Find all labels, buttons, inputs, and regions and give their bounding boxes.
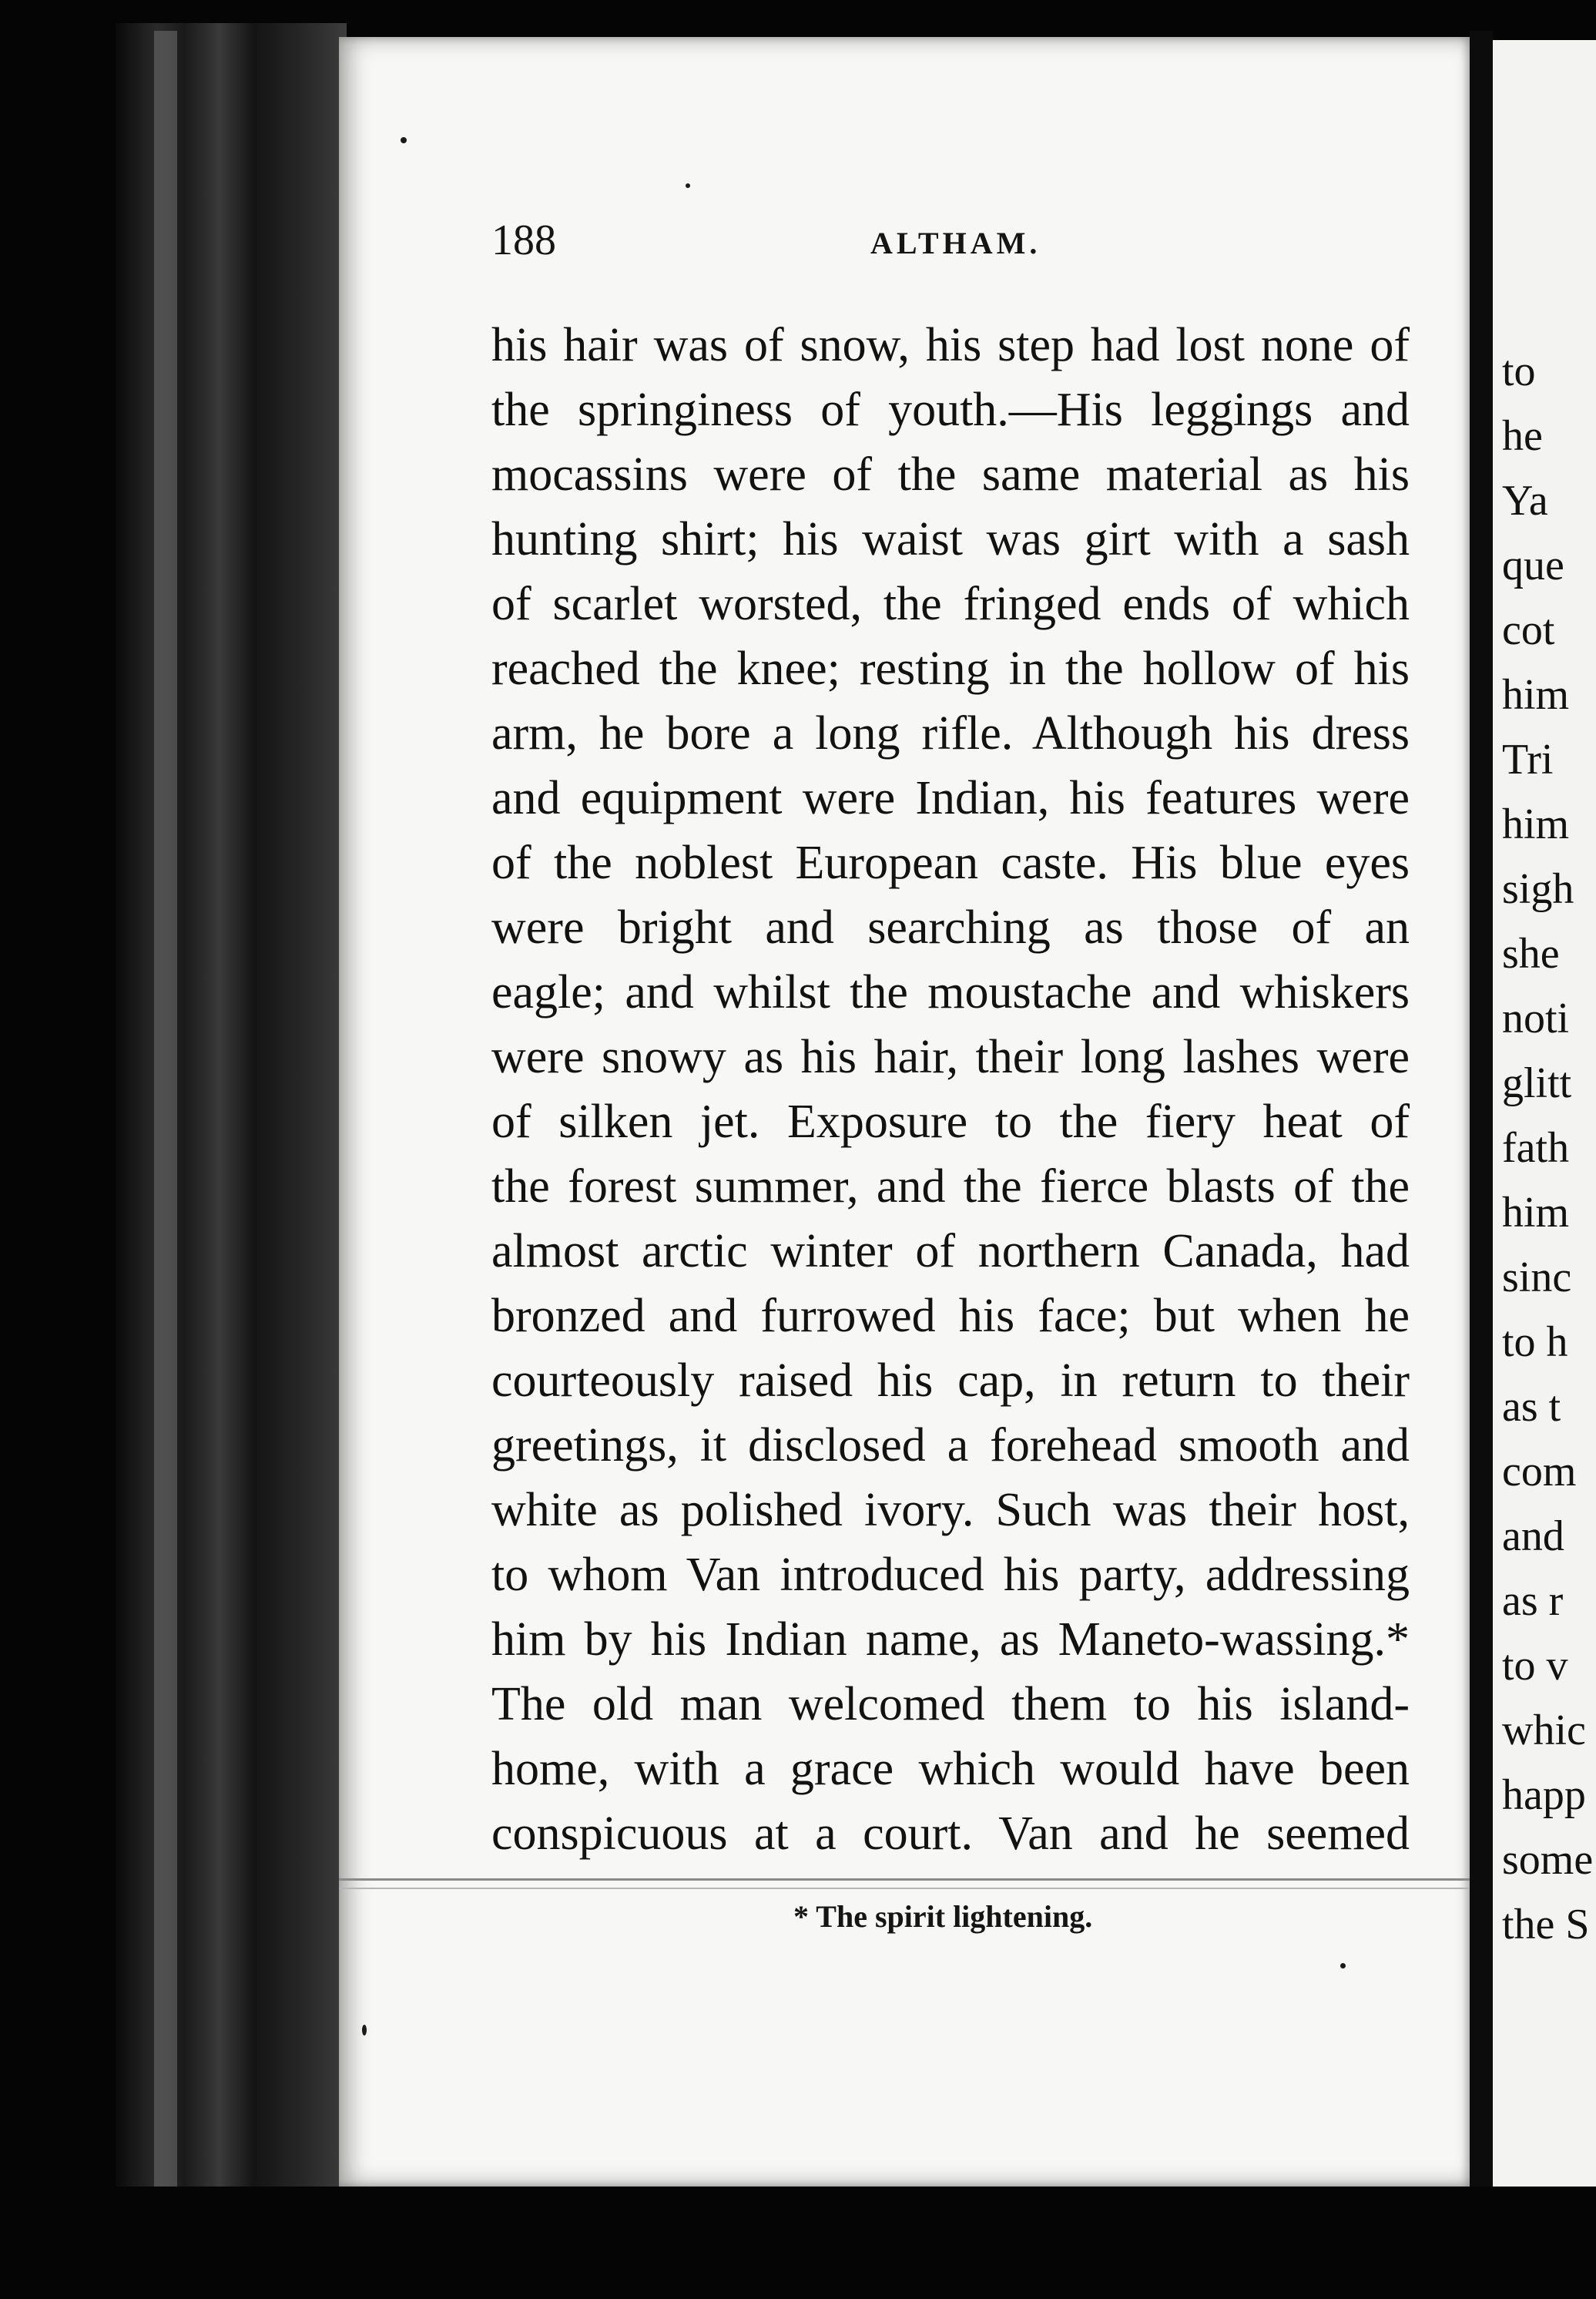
text-line: were snowy as his hair, their long lashes were	[491, 1031, 1410, 1083]
text-line: Ya	[1502, 477, 1548, 525]
text-line: to v	[1502, 1642, 1568, 1690]
text-line: hunting shirt; his waist was girt with a sash	[491, 513, 1410, 566]
text-line: home, with a grace which would have been	[491, 1743, 1410, 1795]
text-line: and equipment were Indian, his features were	[491, 772, 1410, 824]
scan-speck	[362, 2025, 367, 2036]
text-line: bronzed and furrowed his face; but when he	[491, 1290, 1410, 1342]
text-line: noti	[1502, 995, 1570, 1042]
text-line: to whom Van introduced his party, addressing	[491, 1549, 1410, 1601]
text-line: as t	[1502, 1383, 1561, 1431]
text-line: he	[1502, 412, 1543, 460]
page-edge-strip	[154, 31, 177, 2203]
text-line: his hair was of snow, his step had lost none of	[491, 319, 1410, 371]
book-page	[339, 37, 1470, 2187]
text-line: mocassins were of the same material as his	[491, 448, 1410, 501]
text-line: and	[1502, 1512, 1564, 1560]
text-line: reached the knee; resting in the hollow of his	[491, 643, 1410, 695]
footnote-rule-secondary	[339, 1888, 1470, 1889]
text-line: white as polished ivory. Such was their host,	[491, 1484, 1410, 1536]
text-line: to h	[1502, 1318, 1568, 1366]
text-line: him	[1502, 671, 1570, 719]
text-line: him	[1502, 800, 1570, 848]
text-line: greetings, it disclosed a forehead smooth and	[491, 1419, 1410, 1472]
text-line: que	[1502, 542, 1564, 589]
scan-speck	[1340, 1963, 1346, 1968]
page-gutter	[1470, 31, 1493, 2203]
text-line: The old man welcomed them to his island-	[491, 1678, 1410, 1730]
running-head: ALTHAM.	[870, 226, 1041, 260]
text-line: fath	[1502, 1124, 1570, 1172]
text-line: cot	[1502, 606, 1555, 654]
text-line: as r	[1502, 1577, 1564, 1625]
text-line: happ	[1502, 1771, 1586, 1819]
body-text	[491, 313, 1410, 1866]
scan-speck	[401, 137, 407, 143]
text-line: she	[1502, 930, 1560, 978]
text-line: the S	[1502, 1901, 1590, 1948]
text-line: of the noblest European caste. His blue eyes	[491, 837, 1410, 889]
scan-bottom-border	[0, 2187, 1596, 2299]
footnote: * The spirit lightening.	[793, 1899, 1093, 1934]
text-line: were bright and searching as those of an	[491, 901, 1410, 954]
footnote-rule	[339, 1878, 1470, 1881]
text-line: glitt	[1502, 1059, 1572, 1107]
page-number: 188	[491, 216, 556, 264]
text-line: to	[1502, 347, 1536, 395]
text-line: of silken jet. Exposure to the fiery heat of	[491, 1096, 1410, 1148]
text-line: com	[1502, 1448, 1577, 1495]
text-line: him	[1502, 1189, 1570, 1237]
text-line: arm, he bore a long rifle. Although his dress	[491, 707, 1410, 760]
text-line: of scarlet worsted, the fringed ends of which	[491, 578, 1410, 630]
text-line: conspicuous at a court. Van and he seemed	[491, 1807, 1410, 1860]
text-line: almost arctic winter of northern Canada, had	[491, 1225, 1410, 1277]
text-line: eagle; and whilst the moustache and whiskers	[491, 966, 1410, 1019]
next-page-text	[1502, 339, 1593, 1957]
text-line: sigh	[1502, 865, 1574, 913]
next-page-fragment	[1493, 40, 1596, 2190]
text-line: the springiness of youth.—His leggings and	[491, 384, 1410, 436]
book-edge	[116, 23, 347, 2211]
scan-speck	[686, 183, 690, 188]
text-line: some	[1502, 1836, 1594, 1884]
text-line: sinc	[1502, 1254, 1572, 1301]
text-line: the forest summer, and the fierce blasts of the	[491, 1160, 1410, 1213]
text-line: courteously raised his cap, in return to their	[491, 1354, 1410, 1407]
text-line: Tri	[1502, 736, 1554, 784]
text-line: him by his Indian name, as Maneto-wassing.*	[491, 1613, 1410, 1666]
text-line: whic	[1502, 1707, 1586, 1754]
